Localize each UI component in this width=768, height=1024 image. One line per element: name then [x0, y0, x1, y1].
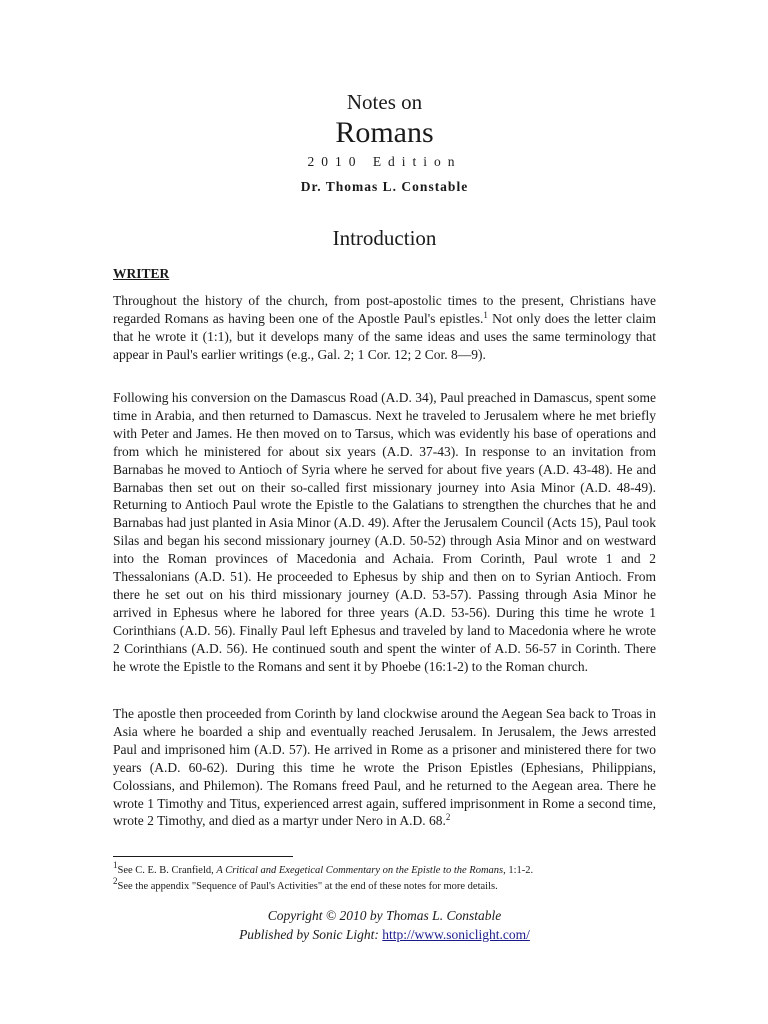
publisher-line	[113, 925, 656, 944]
paragraph-1	[113, 292, 656, 364]
paragraph-1-text-b: Not only does the letter claim that he wrote it (1:1), but it develops many of the same ideas and uses the same terminology that appear in Paul's earlier writings (e.g., Gal. 2; 1 Cor. 12; 2 Cor. 8—9).	[113, 310, 656, 362]
publisher-link[interactable]: http://www.soniclight.com/	[382, 927, 530, 942]
footnote-divider	[113, 856, 293, 857]
footnote-1-book-title: A Critical and Exegetical Commentary on the Epistle to the Romans	[216, 865, 504, 876]
copyright-line: Copyright © 2010 by Thomas L. Constable	[267, 908, 502, 923]
publisher-label: Published by Sonic Light:	[239, 927, 383, 942]
paragraph-2: Following his conversion on the Damascus Road (A.D. 34), Paul preached in Damascus, spent some time in Arabia, and then returned to Damascus. Next he traveled to Jerusalem where he met briefly with Peter and James. He then moved on to Tarsus, which was evidently his base of operations and from which he ministered for about six years (A.D. 37-43). In response to an invitation from Barnabas he moved to Antioch of Syria where he served for about five years (A.D. 43-48). He and Barnabas then set out on their so-called first missionary journey into Asia Minor (A.D. 48-49). Returning to Antioch Paul wrote the Epistle to the Galatians to strengthen the churches that he and Barnabas had just planted in Asia Minor (A.D. 49). After the Jerusalem Council (Acts 15), Paul took Silas and began his second missionary journey (A.D. 50-52) through Asia Minor and on westward into the Roman provinces of Macedonia and Achaia. From Corinth, Paul wrote 1 and 2 Thessalonians (A.D. 51). He proceeded to Ephesus by ship and then on to Syrian Antioch. From there he set out on his third missionary journey (A.D. 53-57). Passing through Asia Minor he arrived in Ephesus where he labored for three years (A.D. 53-56). During this time he wrote 1 Corinthians (A.D. 56). Finally Paul left Ephesus and traveled by land to Macedonia where he wrote 2 Corinthians (A.D. 56). He continued south and spent the winter of A.D. 56-57 in Corinth. There he wrote the Epistle to the Romans and sent it by Phoebe (16:1-2) to the Roman church.	[113, 390, 656, 674]
paragraph-1-text-a: Throughout the history of the church, from post-apostolic times to the present, Christians have regarded Romans as having been one of the Apostle Paul's epistles.	[113, 293, 656, 326]
section-title-introduction: Introduction	[332, 226, 437, 250]
footnote-1-number: 1	[113, 860, 118, 870]
edition-label: 2010 Edition	[307, 154, 462, 169]
footnote-1-prefix: See C. E. B. Cranfield,	[117, 865, 217, 876]
section-heading-writer: WRITER	[113, 266, 170, 281]
footnote-1-suffix: , 1:1-2.	[503, 865, 534, 876]
copyright-block	[113, 906, 656, 944]
footnote-1	[113, 860, 656, 878]
title-notes-on: Notes on	[346, 90, 423, 114]
author-name: Dr. Thomas L. Constable	[300, 179, 469, 194]
footnote-2-number: 2	[113, 876, 118, 886]
footnote-ref-2[interactable]: 2	[445, 812, 451, 823]
paragraph-3	[113, 705, 656, 830]
paragraph-3-text: The apostle then proceeded from Corinth by land clockwise around the Aegean Sea back to Troas in Asia where he boarded a ship and eventually reached Jerusalem. In Jerusalem, the Jews arrested Paul and imprisoned him (A.D. 57). He arrived in Rome as a prisoner and ministered there for two years (A.D. 60-62). During this time he wrote the Prison Epistles (Ephesians, Philippians, Colossians, and Philemon). The Romans freed Paul, and he returned to the Aegean area. There he wrote 1 Timothy and Titus, experienced arrest again, suffered imprisonment in Rome a second time, wrote 2 Timothy, and died as a martyr under Nero in A.D. 68.	[113, 706, 656, 829]
footnote-2	[113, 876, 656, 894]
book-title: Romans	[335, 116, 434, 149]
footnote-ref-1[interactable]: 1	[483, 309, 488, 320]
footnote-2-text: See the appendix "Sequence of Paul's Activities" at the end of these notes for more details.	[117, 881, 498, 892]
